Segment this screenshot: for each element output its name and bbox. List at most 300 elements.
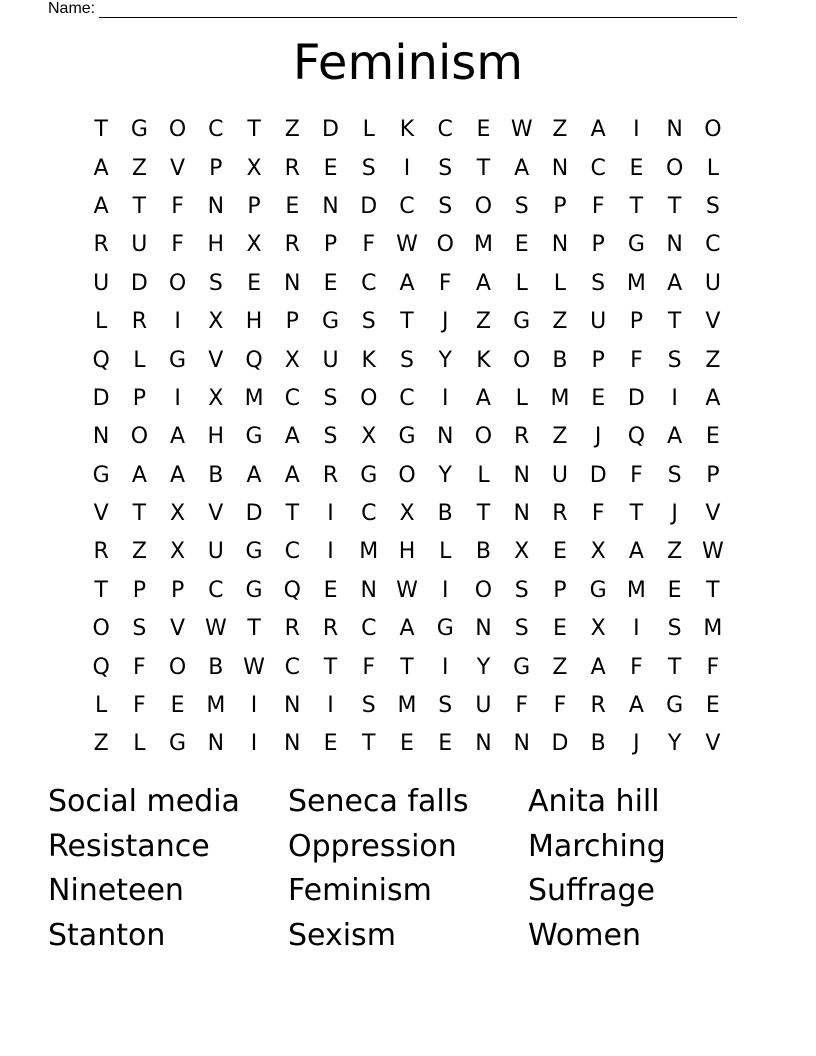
grid-letter: N (513, 462, 530, 488)
name-field (48, 0, 737, 18)
grid-letter: T (667, 309, 682, 335)
page-title: Feminism (292, 35, 524, 91)
grid-letter: Z (667, 539, 683, 565)
grid-letter: G (513, 654, 531, 680)
grid-letter: S (361, 309, 376, 335)
word-list-item: Sexism (288, 917, 396, 953)
grid-letter: N (207, 193, 225, 219)
grid-letter: V (170, 155, 186, 181)
grid-letter: N (513, 731, 530, 757)
grid-letter: G (360, 462, 378, 488)
grid-letter: N (513, 501, 530, 527)
grid-letter: I (250, 693, 258, 719)
grid-letter: S (438, 155, 453, 181)
grid-row (82, 380, 732, 418)
grid-letter: C (208, 577, 224, 603)
grid-letter: G (666, 693, 684, 719)
grid-letter: W (243, 654, 265, 680)
grid-letter: X (399, 501, 415, 527)
word-search-grid (82, 111, 732, 764)
grid-letter: S (667, 462, 682, 488)
grid-letter: G (436, 616, 454, 642)
grid-letter: A (628, 693, 644, 719)
grid-letter: A (93, 193, 109, 219)
grid-letter: P (323, 232, 338, 258)
grid-letter: S (208, 270, 223, 296)
grid-letter: C (399, 385, 415, 411)
grid-letter: M (473, 232, 493, 258)
grid-letter: O (474, 424, 493, 450)
grid-row (82, 149, 732, 187)
word-list-item: Seneca falls (288, 784, 469, 819)
grid-letter: L (133, 347, 146, 373)
grid-letter: L (439, 539, 452, 565)
grid-letter: J (441, 309, 449, 335)
grid-letter: F (591, 193, 605, 219)
word-list-item: Nineteen (48, 873, 184, 909)
grid-letter: S (514, 616, 529, 642)
grid-letter: G (589, 577, 607, 603)
grid-letter: X (361, 424, 377, 450)
grid-letter: R (284, 616, 300, 642)
grid-letter: K (361, 347, 376, 373)
grid-letter: M (206, 693, 226, 719)
grid-letter: S (705, 193, 720, 219)
grid-letter: A (514, 155, 530, 181)
grid-letter: R (322, 462, 339, 488)
word-list-item: Anita hill (528, 784, 660, 819)
grid-letter: S (400, 347, 414, 373)
grid-letter: B (590, 731, 606, 757)
grid-row (82, 303, 732, 341)
word-list-item: Social media (48, 784, 240, 819)
grid-letter: A (667, 270, 683, 296)
grid-letter: C (284, 539, 300, 565)
grid-letter: V (705, 309, 721, 335)
grid-letter: T (247, 616, 261, 642)
grid-letter: M (397, 693, 417, 719)
grid-letter: Z (552, 309, 568, 335)
grid-letter: S (323, 424, 338, 450)
grid-letter: V (705, 731, 721, 757)
grid-letter: Z (284, 117, 300, 143)
grid-letter: I (441, 385, 449, 411)
grid-letter: V (705, 501, 721, 527)
grid-letter: E (323, 270, 338, 296)
grid-letter: P (706, 462, 720, 488)
grid-letter: T (706, 577, 720, 603)
grid-letter: R (322, 616, 339, 642)
grid-letter: E (323, 577, 338, 603)
grid-letter: E (323, 731, 338, 757)
word-list-item: Women (528, 917, 641, 953)
grid-letter: X (170, 539, 186, 565)
word-list-item: Stanton (48, 917, 166, 953)
grid-letter: L (133, 731, 146, 757)
grid-letter: Q (283, 577, 301, 603)
grid-row (82, 265, 732, 303)
grid-letter: T (94, 577, 108, 603)
grid-letter: C (361, 616, 377, 642)
grid-letter: O (474, 577, 493, 603)
grid-letter: C (284, 385, 300, 411)
grid-letter: X (208, 385, 224, 411)
grid-row (82, 725, 732, 763)
grid-letter: P (170, 577, 185, 603)
grid-letter: K (476, 347, 491, 373)
grid-row (82, 687, 732, 725)
word-list-item: Resistance (48, 828, 210, 864)
grid-letter: E (705, 424, 720, 450)
grid-letter: H (398, 539, 416, 565)
grid-letter: R (552, 501, 568, 527)
grid-letter: O (704, 117, 722, 143)
grid-letter: S (514, 577, 529, 603)
grid-letter: X (246, 155, 262, 181)
grid-letter: I (441, 577, 449, 603)
grid-letter: W (701, 539, 724, 565)
grid-letter: Z (93, 731, 109, 757)
grid-letter: U (93, 270, 110, 296)
grid-letter: A (131, 462, 147, 488)
grid-letter: G (627, 232, 645, 258)
grid-letter: N (284, 270, 301, 296)
grid-letter: K (399, 117, 415, 143)
grid-letter: E (591, 385, 606, 411)
grid-letter: C (208, 117, 224, 143)
grid-row (82, 533, 732, 571)
grid-letter: Z (552, 117, 568, 143)
grid-letter: X (590, 539, 606, 565)
grid-letter: U (207, 539, 224, 565)
grid-letter: E (285, 193, 300, 219)
name-label: Name: (48, 0, 96, 17)
grid-letter: S (514, 193, 529, 219)
grid-letter: X (208, 309, 224, 335)
grid-letter: I (441, 654, 449, 680)
grid-letter: G (169, 347, 187, 373)
word-list-item: Feminism (288, 873, 432, 909)
grid-letter: L (706, 155, 719, 181)
grid-letter: Y (438, 462, 452, 488)
grid-letter: C (361, 270, 377, 296)
grid-letter: C (284, 654, 300, 680)
grid-letter: X (590, 616, 606, 642)
grid-letter: B (437, 501, 453, 527)
grid-letter: D (627, 385, 645, 411)
grid-letter: W (510, 117, 533, 143)
grid-letter: U (322, 347, 339, 373)
grid-letter: E (552, 539, 567, 565)
grid-letter: D (322, 117, 339, 143)
grid-letter: Y (438, 347, 452, 373)
grid-letter: W (204, 616, 227, 642)
grid-letter: M (703, 616, 723, 642)
grid-letter: N (666, 232, 683, 258)
grid-letter: P (132, 385, 146, 411)
grid-letter: F (133, 693, 146, 719)
grid-letter: D (92, 385, 110, 411)
grid-letter: C (361, 501, 377, 527)
grid-letter: E (552, 616, 567, 642)
grid-letter: E (629, 155, 644, 181)
grid-letter: F (171, 232, 184, 258)
grid-letter: R (131, 309, 147, 335)
grid-letter: N (284, 731, 301, 757)
grid-letter: B (552, 347, 568, 373)
grid-letter: U (131, 232, 148, 258)
grid-letter: S (438, 193, 453, 219)
grid-row (82, 572, 732, 610)
grid-letter: F (706, 654, 720, 680)
grid-letter: Z (552, 654, 568, 680)
grid-letter: T (667, 193, 682, 219)
grid-letter: X (514, 539, 530, 565)
grid-letter: F (553, 693, 567, 719)
grid-letter: G (245, 577, 263, 603)
grid-letter: F (515, 693, 529, 719)
grid-letter: I (174, 385, 181, 411)
grid-letter: N (322, 193, 339, 219)
grid-letter: N (436, 424, 454, 450)
grid-letter: D (589, 462, 607, 488)
grid-letter: T (362, 731, 376, 757)
grid-letter: E (400, 731, 414, 757)
grid-letter: Z (552, 424, 568, 450)
grid-letter: B (208, 462, 224, 488)
grid-letter: H (207, 424, 225, 450)
grid-letter: U (590, 309, 607, 335)
grid-letter: Z (705, 347, 721, 373)
grid-letter: I (403, 155, 411, 181)
grid-letter: O (665, 155, 684, 181)
grid-letter: O (130, 424, 149, 450)
grid-letter: T (132, 501, 147, 527)
grid-letter: D (360, 193, 378, 219)
grid-letter: E (514, 232, 529, 258)
grid-letter: O (92, 616, 110, 642)
grid-letter: A (284, 424, 300, 450)
grid-letter: I (327, 693, 334, 719)
grid-letter: F (362, 232, 376, 258)
grid-letter: L (553, 270, 567, 296)
grid-letter: Z (131, 155, 147, 181)
grid-letter: M (626, 577, 646, 603)
grid-letter: T (94, 117, 108, 143)
grid-letter: S (591, 270, 606, 296)
grid-letter: Y (667, 731, 682, 757)
grid-letter: I (671, 385, 678, 411)
grid-letter: M (550, 385, 570, 411)
grid-letter: A (170, 424, 186, 450)
grid-letter: N (551, 232, 569, 258)
grid-letter: V (170, 616, 186, 642)
word-list-item: Marching (528, 828, 666, 864)
grid-letter: R (284, 232, 300, 258)
grid-letter: N (475, 616, 492, 642)
grid-letter: P (591, 347, 605, 373)
grid-letter: P (553, 577, 567, 603)
grid-letter: A (628, 539, 644, 565)
grid-letter: U (475, 693, 492, 719)
grid-letter: G (130, 117, 148, 143)
grid-letter: G (92, 462, 110, 488)
grid-letter: H (245, 309, 263, 335)
grid-row (82, 418, 732, 456)
word-list-item: Suffrage (528, 873, 655, 909)
grid-letter: G (398, 424, 416, 450)
grid-letter: T (323, 654, 338, 680)
grid-letter: P (132, 577, 146, 603)
grid-letter: P (591, 232, 605, 258)
name-blank-line (99, 2, 737, 18)
grid-row (82, 648, 732, 686)
grid-letter: N (92, 424, 110, 450)
grid-letter: N (666, 117, 683, 143)
grid-letter: G (245, 539, 263, 565)
grid-letter: Z (131, 539, 147, 565)
grid-letter: A (399, 616, 415, 642)
grid-letter: X (170, 501, 186, 527)
grid-letter: I (633, 616, 640, 642)
grid-letter: T (629, 501, 644, 527)
grid-letter: L (94, 309, 108, 335)
grid-letter: P (629, 309, 644, 335)
grid-letter: F (630, 347, 643, 373)
grid-letter: P (285, 309, 299, 335)
grid-letter: O (360, 385, 378, 411)
grid-letter: A (246, 462, 262, 488)
grid-letter: F (438, 270, 452, 296)
grid-letter: V (93, 501, 109, 527)
grid-letter: R (93, 232, 109, 258)
grid-letter: R (284, 155, 300, 181)
grid-letter: T (132, 193, 147, 219)
grid-letter: T (476, 155, 491, 181)
grid-letter: G (245, 424, 263, 450)
grid-letter: S (361, 155, 376, 181)
grid-letter: R (93, 539, 109, 565)
grid-letter: D (245, 501, 263, 527)
grid-letter: Q (92, 347, 110, 373)
grid-letter: C (590, 155, 606, 181)
grid-letter: A (590, 117, 606, 143)
grid-letter: J (594, 424, 602, 450)
grid-row (82, 457, 732, 495)
grid-letter: E (323, 155, 338, 181)
grid-letter: N (475, 731, 492, 757)
grid-letter: O (398, 462, 416, 488)
grid-letter: X (284, 347, 300, 373)
grid-letter: S (667, 616, 682, 642)
grid-letter: D (130, 270, 148, 296)
grid-letter: T (247, 117, 261, 143)
grid-letter: J (671, 501, 678, 527)
grid-letter: F (362, 654, 376, 680)
grid-letter: S (323, 385, 338, 411)
grid-letter: L (362, 117, 375, 143)
grid-letter: V (208, 501, 224, 527)
grid-letter: M (626, 270, 646, 296)
grid-letter: O (436, 232, 454, 258)
grid-letter: Y (476, 654, 491, 680)
grid-letter: A (667, 424, 683, 450)
grid-letter: B (208, 654, 224, 680)
grid-row (82, 495, 732, 533)
grid-row (82, 111, 732, 149)
grid-letter: R (590, 693, 606, 719)
grid-letter: W (396, 232, 418, 258)
grid-letter: C (437, 117, 453, 143)
grid-letter: O (168, 654, 187, 680)
grid-letter: I (327, 539, 334, 565)
grid-letter: F (630, 654, 643, 680)
grid-letter: N (360, 577, 377, 603)
grid-letter: A (399, 270, 415, 296)
grid-letter: A (170, 462, 186, 488)
grid-letter: F (171, 193, 184, 219)
grid-letter: X (246, 232, 262, 258)
grid-letter: Z (475, 309, 491, 335)
grid-letter: E (667, 577, 682, 603)
grid-letter: I (250, 731, 258, 757)
grid-letter: F (591, 501, 605, 527)
grid-letter: A (475, 385, 491, 411)
grid-letter: O (168, 117, 187, 143)
word-list (48, 780, 768, 958)
grid-letter: I (633, 117, 640, 143)
grid-row (82, 188, 732, 226)
grid-letter: F (133, 654, 146, 680)
grid-letter: E (170, 693, 185, 719)
grid-letter: I (327, 501, 334, 527)
grid-letter: N (284, 693, 301, 719)
grid-letter: P (209, 155, 223, 181)
grid-letter: C (705, 232, 721, 258)
word-list-item: Oppression (288, 828, 457, 864)
grid-letter: S (438, 693, 453, 719)
grid-letter: Q (92, 654, 110, 680)
grid-letter: T (400, 654, 414, 680)
grid-letter: W (396, 577, 418, 603)
grid-letter: M (244, 385, 264, 411)
grid-letter: I (174, 309, 181, 335)
grid-row (82, 610, 732, 648)
grid-letter: E (438, 731, 453, 757)
grid-letter: R (514, 424, 530, 450)
grid-letter: O (513, 347, 531, 373)
grid-letter: F (630, 462, 643, 488)
grid-letter: A (705, 385, 721, 411)
grid-letter: A (475, 270, 491, 296)
grid-letter: G (169, 731, 187, 757)
grid-letter: O (168, 270, 187, 296)
grid-letter: T (285, 501, 300, 527)
grid-letter: P (247, 193, 261, 219)
grid-letter: B (475, 539, 491, 565)
grid-letter: Q (627, 424, 646, 450)
grid-letter: Q (245, 347, 263, 373)
grid-letter: A (93, 155, 109, 181)
grid-letter: N (207, 731, 225, 757)
grid-letter: S (361, 693, 376, 719)
grid-letter: E (247, 270, 261, 296)
grid-letter: C (399, 193, 415, 219)
grid-letter: P (553, 193, 567, 219)
grid-letter: A (590, 654, 606, 680)
grid-letter: L (477, 462, 490, 488)
grid-letter: U (704, 270, 721, 296)
